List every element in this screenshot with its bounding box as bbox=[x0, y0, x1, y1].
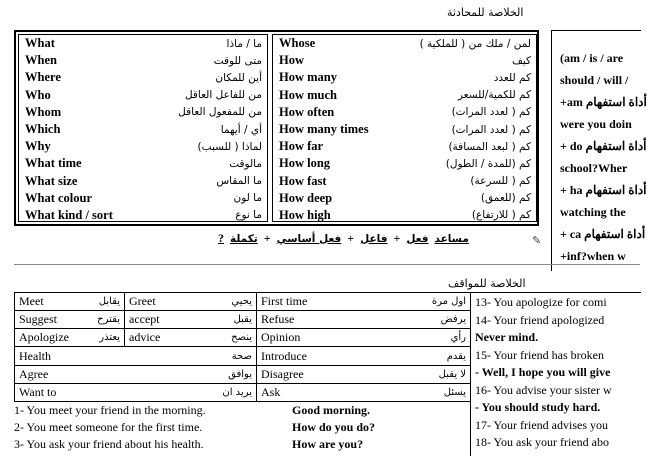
vocab-cell bbox=[15, 365, 257, 383]
question-word-en: Whose bbox=[279, 36, 316, 51]
fragment-line: 15- Your friend has broken bbox=[475, 347, 604, 362]
vocab-cell-content bbox=[19, 349, 252, 364]
fragment-line: should / will / bbox=[560, 73, 629, 87]
vocab-cell-content bbox=[129, 312, 252, 327]
question-word-en: How deep bbox=[279, 190, 333, 205]
question-word-ar: أي / أيهما bbox=[220, 123, 262, 136]
vocab-cell bbox=[257, 293, 471, 311]
question-word-row bbox=[273, 207, 536, 224]
vocab-ar: يعتذر bbox=[99, 332, 120, 344]
vocab-ar: يقابل bbox=[98, 296, 120, 308]
vocab-ar: لا يقبل bbox=[438, 368, 466, 380]
formula-plus: + bbox=[393, 231, 401, 245]
vocab-cell bbox=[257, 311, 471, 329]
question-word-row bbox=[273, 69, 536, 86]
question-word-en: How often bbox=[279, 104, 335, 119]
question-word-en: What bbox=[25, 36, 55, 51]
question-word-en: What time bbox=[25, 156, 82, 171]
formula-main-verb: فعل أساسي bbox=[276, 232, 342, 245]
question-word-row bbox=[19, 87, 267, 104]
vocab-ar: رأي bbox=[450, 332, 466, 344]
question-word-row bbox=[273, 104, 536, 121]
question-word-en: What kind / sort bbox=[25, 207, 113, 222]
situations-summary-heading: الخلاصة للمواقف bbox=[448, 277, 526, 290]
question-word-en: Whom bbox=[25, 104, 62, 119]
question-word-en: How long bbox=[279, 156, 331, 171]
situation-item bbox=[14, 420, 376, 435]
fragment-line: 14- Your friend apologized bbox=[475, 312, 605, 327]
question-word-ar: ما نوع bbox=[235, 209, 262, 222]
question-word-en: How many bbox=[279, 70, 337, 85]
question-word-ar: ما / ماذا bbox=[226, 37, 262, 50]
vocab-en: Health bbox=[19, 348, 51, 363]
vocab-ar: يسئل bbox=[443, 386, 466, 398]
vocab-en: First time bbox=[261, 294, 308, 309]
situation-item bbox=[14, 437, 364, 452]
question-word-en: What colour bbox=[25, 190, 93, 205]
fragment-line: 18- You ask your friend abo bbox=[475, 435, 609, 449]
question-word-ar: مالوقت bbox=[229, 157, 262, 170]
formula-verb: فعل bbox=[406, 232, 429, 245]
question-word-en: How bbox=[279, 53, 304, 68]
vocab-cell-content bbox=[129, 294, 252, 309]
vocab-cell bbox=[15, 347, 257, 365]
question-word-row bbox=[273, 155, 536, 172]
vocab-en: Apologize bbox=[19, 330, 69, 345]
vocab-en: Meet bbox=[19, 294, 44, 309]
question-words-left-column bbox=[18, 34, 268, 222]
vocab-en: Refuse bbox=[261, 312, 295, 327]
vocab-cell-content bbox=[19, 294, 120, 309]
fragment-line: 17- Your friend advises you bbox=[475, 417, 608, 432]
vocab-row bbox=[15, 293, 471, 311]
vocab-cell-content bbox=[261, 330, 466, 345]
situation-question: 3- You ask your friend about his health. bbox=[14, 437, 204, 451]
question-word-ar: كم (للمدة / الطول) bbox=[445, 157, 531, 170]
question-word-row bbox=[273, 52, 536, 69]
question-word-ar: من للفاعل العاقل bbox=[184, 89, 262, 102]
vocab-en: Disagree bbox=[261, 366, 304, 381]
question-word-row bbox=[19, 207, 267, 224]
vocab-row bbox=[15, 383, 471, 401]
question-word-en: When bbox=[25, 53, 57, 68]
vocab-ar: يقترح bbox=[97, 314, 120, 326]
vocab-en: Suggest bbox=[19, 312, 58, 327]
question-word-ar: كم ( للارتفاع) bbox=[471, 209, 531, 222]
formula-question-mark: ? bbox=[218, 231, 224, 245]
question-word-row bbox=[19, 104, 267, 121]
fragment-line: Never mind. bbox=[475, 330, 539, 344]
right-top-fragment bbox=[551, 30, 647, 271]
question-word-row bbox=[19, 138, 267, 155]
vocab-cell-content bbox=[19, 330, 120, 345]
question-word-en: How many times bbox=[279, 122, 369, 137]
question-word-ar: كم ( للسرعة) bbox=[470, 175, 531, 188]
fragment-line: watching the bbox=[560, 205, 626, 219]
question-word-ar: كم (للعمق) bbox=[480, 192, 531, 205]
question-formula bbox=[218, 231, 469, 246]
fragment-line: 16- You advise your sister w bbox=[475, 382, 612, 397]
vocab-row bbox=[15, 347, 471, 365]
vocab-cell bbox=[257, 329, 471, 347]
situation-answer: How do you do? bbox=[292, 420, 376, 434]
fragment-line: +inf?when w bbox=[560, 249, 626, 263]
vocab-cell bbox=[125, 329, 257, 347]
question-word-row bbox=[273, 138, 536, 155]
question-word-row bbox=[273, 121, 536, 138]
question-word-ar: كم للعدد bbox=[493, 71, 531, 84]
vocab-ar: ينصح bbox=[231, 332, 252, 344]
question-word-row bbox=[273, 173, 536, 190]
question-word-en: How fast bbox=[279, 173, 327, 188]
vocab-en: Opinion bbox=[261, 330, 301, 345]
vocab-row bbox=[15, 311, 471, 329]
question-word-row bbox=[19, 155, 267, 172]
vocab-cell bbox=[257, 365, 471, 383]
question-word-row bbox=[19, 121, 267, 138]
question-word-row bbox=[273, 87, 536, 104]
fragment-line: were you doin bbox=[560, 117, 632, 131]
question-word-en: Why bbox=[25, 139, 51, 154]
question-word-row bbox=[19, 52, 267, 69]
question-word-ar: من للمفعول العاقل bbox=[178, 106, 262, 119]
vocab-cell-content bbox=[261, 385, 466, 400]
vocab-en: accept bbox=[129, 312, 160, 327]
fragment-line: (am / is / are bbox=[560, 51, 624, 65]
question-words-table bbox=[14, 30, 539, 226]
fragment-line: school?Wher bbox=[560, 161, 628, 175]
vocab-ar: اول مرة bbox=[431, 296, 466, 308]
vocab-ar: يقدم bbox=[446, 350, 466, 362]
formula-complement: تكملة bbox=[230, 232, 258, 245]
situation-question: 2- You meet someone for the first time. bbox=[14, 420, 203, 434]
question-word-ar: كم ( لبعد المسافة) bbox=[448, 140, 531, 153]
vocab-en: Introduce bbox=[261, 348, 307, 363]
fragment-line: - Well, I hope you will give bbox=[475, 365, 611, 379]
question-word-en: How much bbox=[279, 87, 337, 102]
question-word-ar: لمن / ملك من ( للملكية ) bbox=[419, 37, 531, 50]
situation-item bbox=[14, 403, 371, 418]
question-word-en: What size bbox=[25, 173, 78, 188]
question-word-en: Which bbox=[25, 122, 61, 137]
formula-subject: فاعل bbox=[360, 232, 388, 245]
vocab-cell-content bbox=[19, 312, 120, 327]
situation-question: 1- You meet your friend in the morning. bbox=[14, 403, 206, 417]
vocab-cell bbox=[125, 293, 257, 311]
question-word-row bbox=[273, 35, 536, 52]
vocab-row bbox=[15, 329, 471, 347]
vocab-row bbox=[15, 365, 471, 383]
question-word-ar: ما لون bbox=[233, 192, 262, 205]
pencil-icon: ✎ bbox=[532, 235, 542, 247]
question-word-en: Who bbox=[25, 87, 51, 102]
question-word-en: Where bbox=[25, 70, 61, 85]
question-word-row bbox=[19, 173, 267, 190]
question-word-ar: كم ( لعدد المرات) bbox=[451, 106, 531, 119]
question-word-ar: كم ( لعدد المرات) bbox=[451, 123, 531, 136]
vocab-cell-content bbox=[129, 330, 252, 345]
vocab-ar: يوافق bbox=[228, 368, 252, 380]
question-word-en: How far bbox=[279, 139, 324, 154]
question-word-ar: متى للوقت bbox=[213, 54, 262, 67]
vocab-cell bbox=[257, 383, 471, 401]
question-word-ar: أين للمكان bbox=[215, 71, 262, 84]
vocab-cell bbox=[15, 383, 257, 401]
vocab-cell bbox=[125, 311, 257, 329]
question-word-row bbox=[273, 190, 536, 207]
vocab-cell-content bbox=[261, 367, 466, 382]
fragment-line: + do أداة استفهام bbox=[560, 139, 647, 153]
fragment-line: 13- You apologize for comi bbox=[475, 295, 607, 309]
vocab-cell bbox=[15, 329, 125, 347]
question-word-ar: ما المقاس bbox=[216, 175, 262, 188]
fragment-line: + ca أداة استفهام bbox=[560, 227, 646, 241]
vocab-cell bbox=[257, 347, 471, 365]
vocab-en: advice bbox=[129, 330, 161, 345]
vocab-cell-content bbox=[261, 312, 466, 327]
vocab-en: Ask bbox=[261, 384, 281, 399]
fragment-line: + ha أداة استفهام bbox=[560, 183, 647, 197]
vocab-cell bbox=[15, 311, 125, 329]
situations-vocab-table bbox=[14, 292, 471, 402]
vocab-ar: يقبل bbox=[233, 314, 252, 326]
vocab-en: Agree bbox=[19, 366, 49, 381]
formula-helping: مساعد bbox=[434, 232, 469, 245]
right-bottom-fragment bbox=[470, 292, 641, 456]
situation-answer: Good morning. bbox=[292, 403, 371, 417]
question-word-en: How high bbox=[279, 207, 331, 222]
vocab-ar: يحيي bbox=[231, 296, 252, 308]
situation-answer: How are you? bbox=[292, 437, 364, 451]
vocab-cell-content bbox=[261, 349, 466, 364]
formula-plus: + bbox=[347, 231, 355, 245]
vocab-ar: صحة bbox=[231, 350, 252, 362]
question-word-row bbox=[19, 190, 267, 207]
question-word-row bbox=[19, 69, 267, 86]
vocab-cell bbox=[15, 293, 125, 311]
question-word-ar: لماذا ( للسبب) bbox=[197, 140, 262, 153]
conversation-summary-heading: الخلاصة للمحادثة bbox=[447, 6, 524, 19]
fragment-line: - You should study hard. bbox=[475, 400, 601, 414]
question-word-ar: كيف bbox=[511, 54, 531, 67]
vocab-ar: يرفض bbox=[440, 314, 466, 326]
vocab-ar: يريد ان bbox=[222, 386, 252, 398]
divider bbox=[14, 264, 640, 265]
vocab-cell-content bbox=[19, 385, 252, 400]
vocab-cell-content bbox=[261, 294, 466, 309]
question-words-right-column bbox=[272, 34, 537, 222]
vocab-cell-content bbox=[19, 367, 252, 382]
vocab-en: Greet bbox=[129, 294, 156, 309]
fragment-line: +am أداة استفهام bbox=[560, 95, 647, 109]
vocab-en: Want to bbox=[19, 384, 57, 399]
question-word-ar: كم للكمية/للسعر bbox=[457, 89, 531, 102]
question-word-row bbox=[19, 35, 267, 52]
formula-plus: + bbox=[263, 231, 271, 245]
